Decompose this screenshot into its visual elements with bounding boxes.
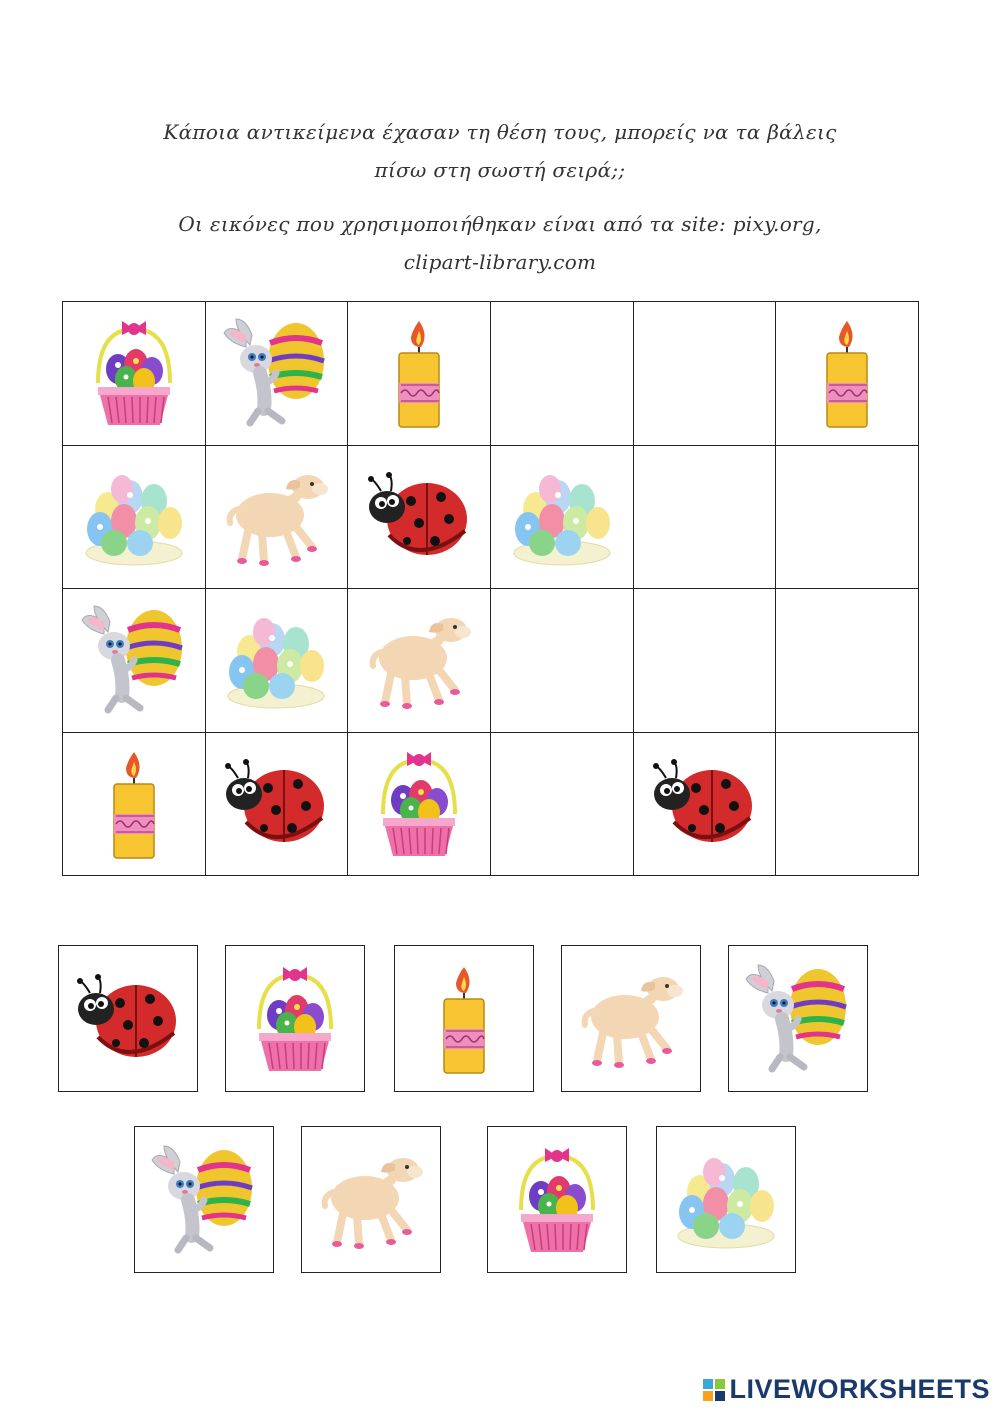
ladybug-icon — [216, 744, 336, 864]
credits-line-1: Οι εικόνες που χρησιμοποιήθηκαν είναι από τα site: pixy.org, — [178, 212, 822, 236]
eggs-bowl-icon — [666, 1140, 786, 1260]
grid-drop-slot[interactable] — [491, 589, 634, 733]
instruction-line-2: πίσω στη σωστή σειρά;; — [374, 158, 626, 182]
grid-drop-slot[interactable] — [634, 589, 777, 733]
draggable-card[interactable] — [58, 945, 198, 1092]
candle-icon — [359, 313, 479, 433]
grid-drop-slot[interactable] — [634, 446, 777, 590]
basket-icon — [497, 1140, 617, 1260]
liveworksheets-logo — [703, 1374, 990, 1405]
grid-cell — [776, 302, 919, 446]
grid-cell — [63, 302, 206, 446]
draggable-card[interactable] — [394, 945, 534, 1092]
grid-cell — [491, 446, 634, 590]
basket-icon — [74, 313, 194, 433]
draggable-card[interactable] — [134, 1126, 274, 1273]
credits-line-2: clipart-library.com — [403, 250, 597, 274]
bunny-egg-icon — [738, 959, 858, 1079]
grid-drop-slot[interactable] — [776, 589, 919, 733]
ladybug-icon — [644, 744, 764, 864]
pattern-grid — [62, 301, 919, 876]
bunny-egg-icon — [74, 600, 194, 720]
lamb-icon — [571, 959, 691, 1079]
draggable-card[interactable] — [225, 945, 365, 1092]
liveworksheets-logo-icon — [703, 1379, 725, 1401]
grid-drop-slot[interactable] — [776, 733, 919, 877]
draggable-card[interactable] — [656, 1126, 796, 1273]
grid-cell — [206, 446, 349, 590]
grid-cell — [348, 302, 491, 446]
candle-icon — [787, 313, 907, 433]
draggable-card[interactable] — [301, 1126, 441, 1273]
grid-cell — [63, 446, 206, 590]
lamb-icon — [359, 600, 479, 720]
grid-drop-slot[interactable] — [491, 733, 634, 877]
draggable-card[interactable] — [487, 1126, 627, 1273]
basket-icon — [359, 744, 479, 864]
grid-cell — [206, 302, 349, 446]
lamb-icon — [216, 457, 336, 577]
ladybug-icon — [359, 457, 479, 577]
draggable-card[interactable] — [561, 945, 701, 1092]
grid-cell — [63, 733, 206, 877]
candle-icon — [404, 959, 524, 1079]
draggable-card[interactable] — [728, 945, 868, 1092]
eggs-bowl-icon — [502, 457, 622, 577]
liveworksheets-logo-text: LIVEWORKSHEETS — [729, 1374, 990, 1404]
candle-icon — [74, 744, 194, 864]
grid-cell — [348, 733, 491, 877]
grid-cell — [634, 733, 777, 877]
grid-cell — [348, 446, 491, 590]
lamb-icon — [311, 1140, 431, 1260]
eggs-bowl-icon — [216, 600, 336, 720]
ladybug-icon — [68, 959, 188, 1079]
grid-drop-slot[interactable] — [491, 302, 634, 446]
grid-cell — [348, 589, 491, 733]
basket-icon — [235, 959, 355, 1079]
grid-drop-slot[interactable] — [776, 446, 919, 590]
bunny-egg-icon — [144, 1140, 264, 1260]
instruction-line-1: Κάποια αντικείμενα έχασαν τη θέση τους, μπορείς να τα βάλεις — [163, 120, 837, 144]
grid-cell — [206, 733, 349, 877]
grid-cell — [63, 589, 206, 733]
bunny-egg-icon — [216, 313, 336, 433]
eggs-bowl-icon — [74, 457, 194, 577]
grid-cell — [206, 589, 349, 733]
grid-drop-slot[interactable] — [634, 302, 777, 446]
